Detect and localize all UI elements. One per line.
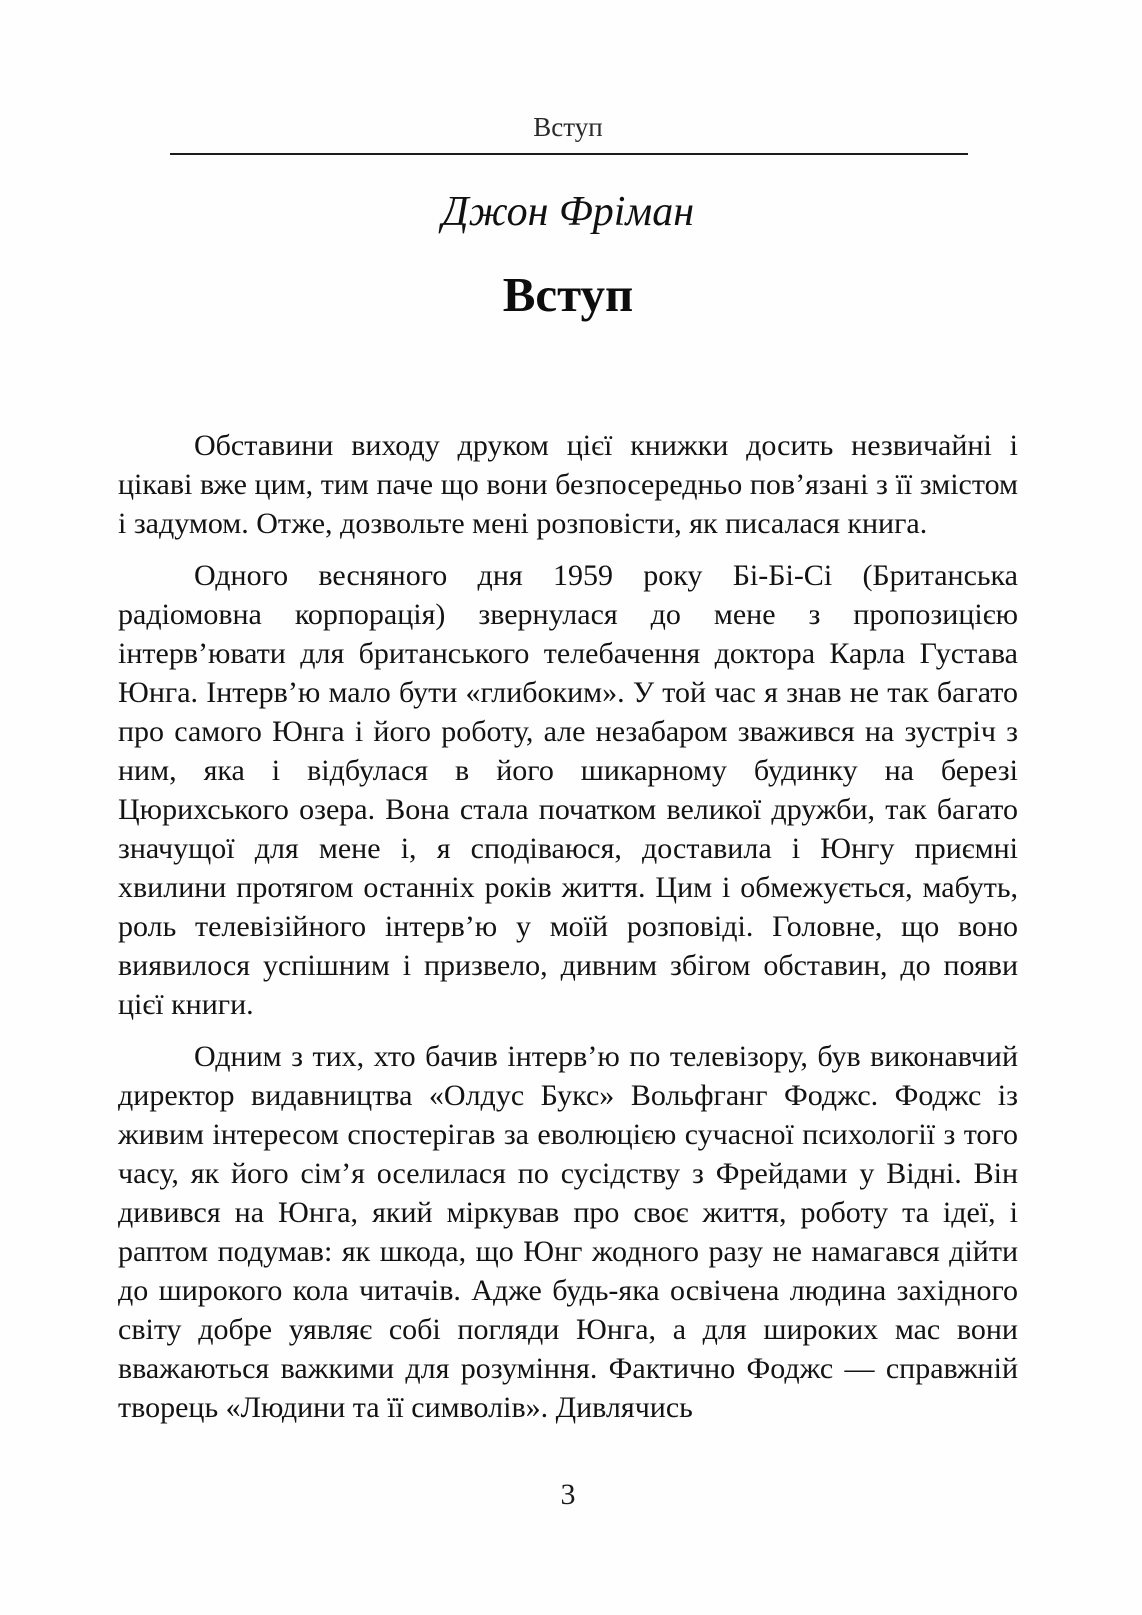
body-text: [118, 426, 1018, 1440]
page-number: 3: [560, 1478, 576, 1511]
running-head: Вступ: [533, 112, 603, 142]
author-name: Джон Фріман: [441, 189, 695, 235]
chapter-title: Вступ: [502, 267, 634, 322]
header-rule: [170, 153, 968, 155]
paragraph: Одним з тих, хто бачив інтерв’ю по телевізору, був виконавчий директор видавництва «Олдус Букс» Вольфганг Фоджс. Фоджс із живим інтересом спостерігав за еволюцією сучасної психології з того часу, як його сім’я оселилася по сусідству з Фрейдами у Відні. Він дивився на Юнга, який міркував про своє життя, роботу та ідеї, і раптом подумав: як шкода, що Юнг жодного разу не намагався дійти до широкого кола читачів. Адже будь-яка освічена людина західного світу добре уявляє собі погляди Юнга, а для широких мас вони вважаються важкими для розуміння. Фактично Фоджс — справжній творець «Людини та її символів». Дивлячись: [118, 1040, 1018, 1424]
paragraph: Обставини виходу друком цієї книжки досить незвичайні і цікаві вже цим, тим паче що вони безпосередньо пов’язані з її змістом і задумом. Отже, дозвольте мені розповісти, як писалася книга.: [118, 429, 1018, 540]
paragraph: Одного весняного дня 1959 року Бі-Бі-Сі (Британська радіомовна корпорація) звернулася до мене з пропозицією інтерв’ювати для британського телебачення доктора Карла Густава Юнга. Інтерв’ю мало бути «глибоким». У той час я знав не так багато про самого Юнга і його роботу, але незабаром зважився на зустріч з ним, яка і відбулася в його шикарному будинку на березі Цюрихського озера. Вона стала початком великої дружби, так багато значущої для мене і, я сподіваюся, доставила і Юнгу приємні хвилини протягом останніх років життя. Цим і обмежується, мабуть, роль телевізійного інтерв’ю у моїй розповіді. Головне, що воно виявилося успішним і призвело, дивним збігом обставин, до появи цієї книги.: [118, 559, 1018, 1021]
